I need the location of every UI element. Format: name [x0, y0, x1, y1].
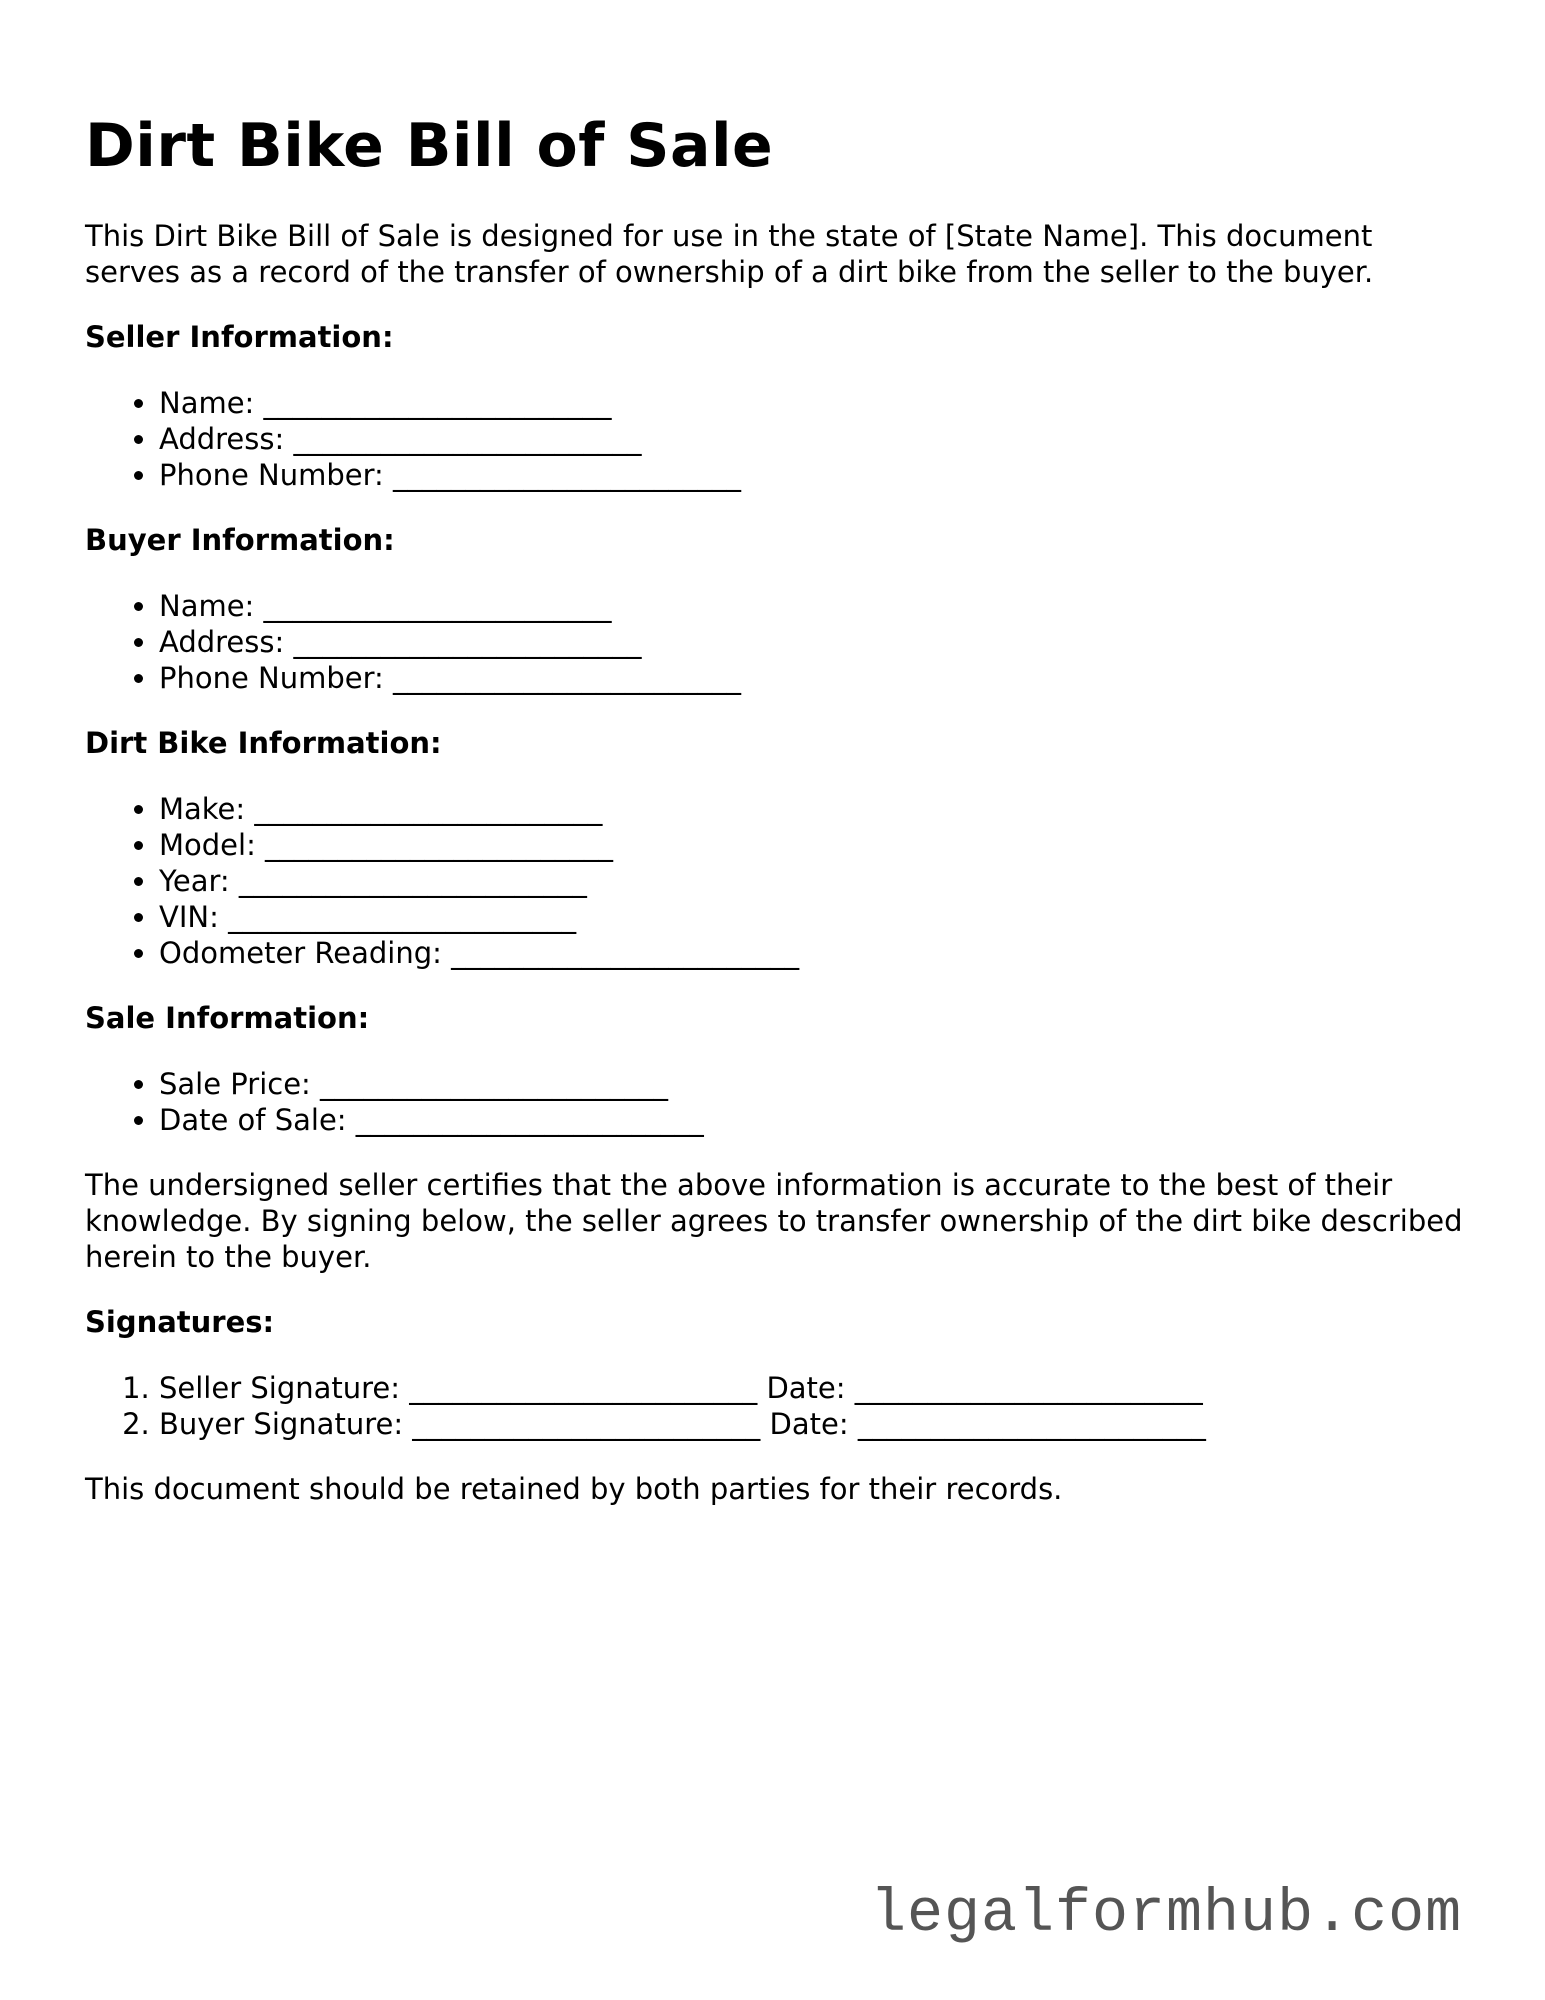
- intro-paragraph: This Dirt Bike Bill of Sale is designed for use in the state of [State Name]. This document serves as a record of the transfer of ownership of a dirt bike from the seller to the buyer.: [85, 219, 1374, 289]
- signatures-list: [85, 1370, 1465, 1442]
- bike-year-field: • Year: ________________________: [159, 863, 1465, 899]
- seller-phone-field: • Phone Number: ________________________: [159, 457, 1465, 493]
- bike-section-heading: Dirt Bike Information:: [85, 726, 442, 760]
- bike-info-list: [85, 791, 1465, 971]
- buyer-name-field: • Name: ________________________: [159, 588, 1465, 624]
- seller-address-field: • Address: ________________________: [159, 421, 1465, 457]
- document-title: Dirt Bike Bill of Sale: [85, 111, 774, 181]
- bike-model-field: • Model: ________________________: [159, 827, 1465, 863]
- certification-paragraph: The undersigned seller certifies that the above information is accurate to the best of their knowledge. By signing below, the seller agrees to transfer ownership of the dirt bike described herein to the buyer.: [85, 1168, 1463, 1274]
- bike-vin-field: • VIN: ________________________: [159, 899, 1465, 935]
- bike-make-field: • Make: ________________________: [159, 791, 1465, 827]
- sale-info-list: [85, 1066, 1465, 1138]
- sale-date-field: • Date of Sale: ________________________: [159, 1102, 1465, 1138]
- sale-price-field: • Sale Price: ________________________: [159, 1066, 1465, 1102]
- document-page: [85, 100, 1465, 1507]
- buyer-signature-line: 2. Buyer Signature: ________________________ Date: ________________________: [159, 1406, 1465, 1442]
- seller-section-heading: Seller Information:: [85, 320, 394, 354]
- watermark-text: legalformhub.com: [870, 1881, 1463, 1949]
- bike-odometer-field: • Odometer Reading: ________________________: [159, 935, 1465, 971]
- closing-paragraph: This document should be retained by both parties for their records.: [85, 1472, 1063, 1506]
- buyer-section-heading: Buyer Information:: [85, 523, 395, 557]
- seller-name-field: • Name: ________________________: [159, 385, 1465, 421]
- seller-signature-line: 1. Seller Signature: ________________________ Date: ________________________: [159, 1370, 1465, 1406]
- signatures-section-heading: Signatures:: [85, 1305, 275, 1339]
- sale-section-heading: Sale Information:: [85, 1001, 370, 1035]
- buyer-phone-field: • Phone Number: ________________________: [159, 660, 1465, 696]
- buyer-address-field: • Address: ________________________: [159, 624, 1465, 660]
- buyer-info-list: [85, 588, 1465, 696]
- seller-info-list: [85, 385, 1465, 493]
